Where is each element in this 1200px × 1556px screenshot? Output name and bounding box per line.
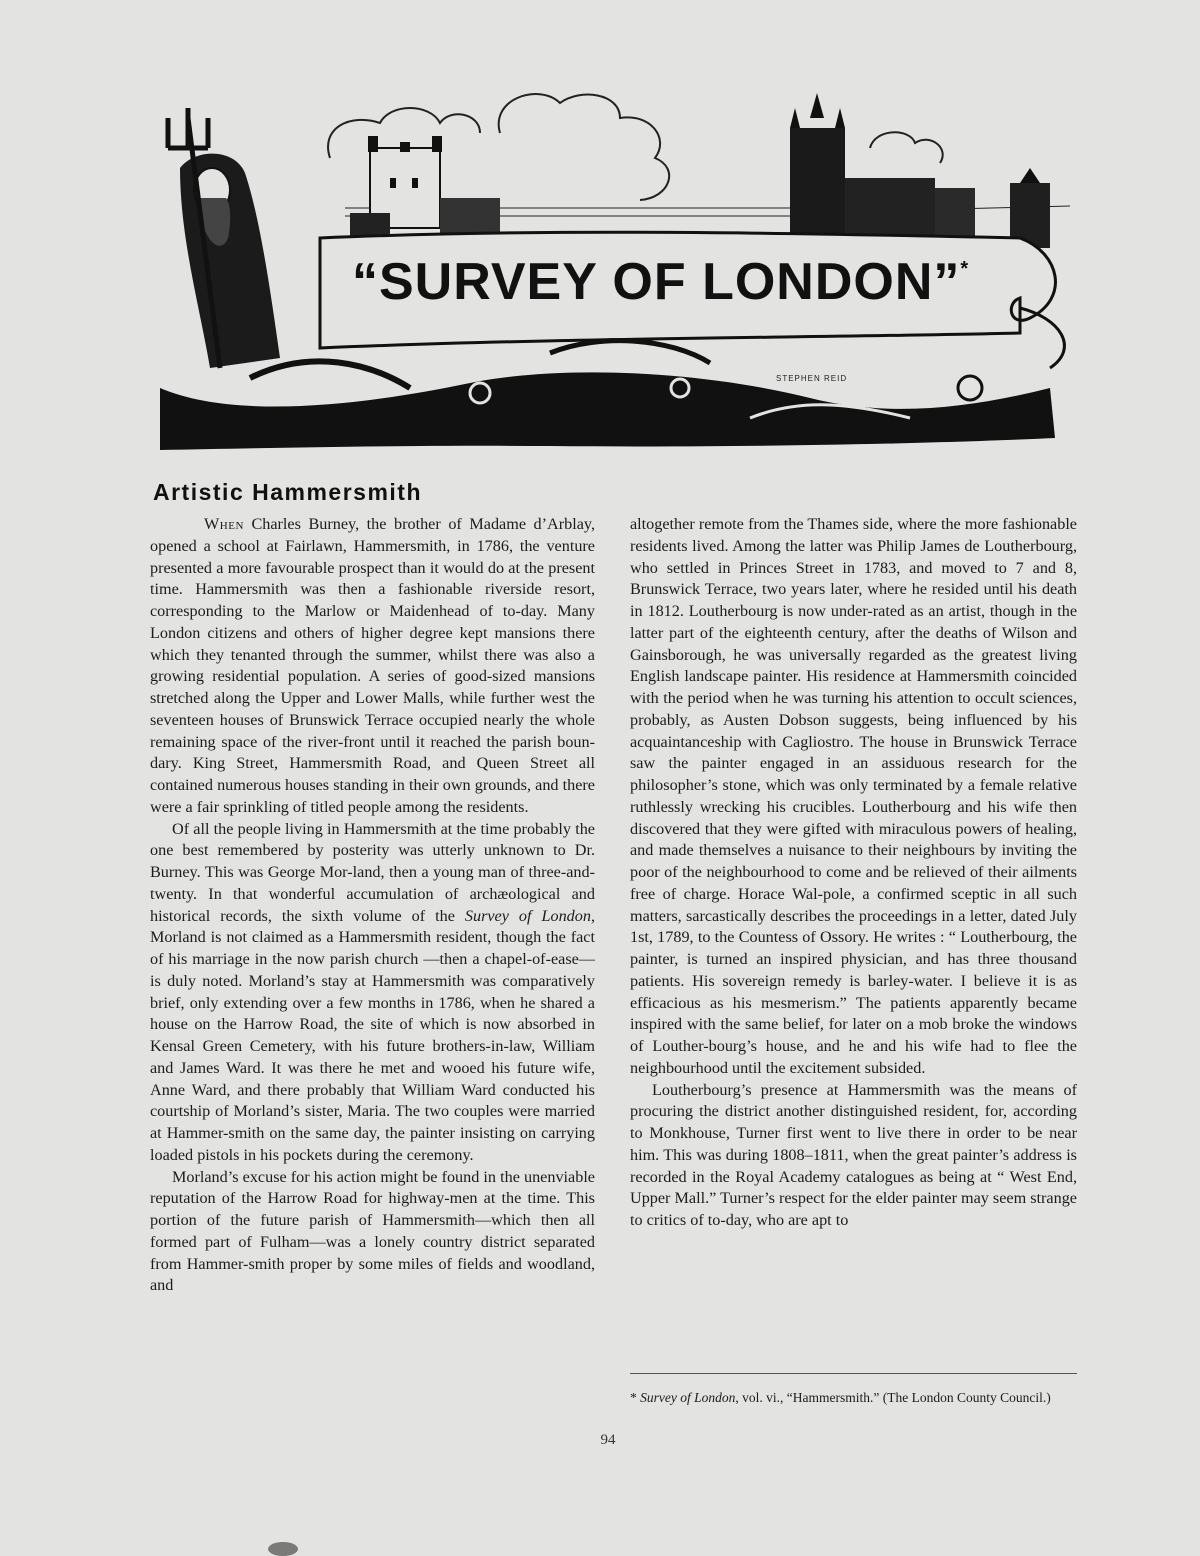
footnote-text: , vol. vi., “Hammersmith.” (The London County Council.) — [735, 1390, 1051, 1405]
paragraph-1-text: Charles Burney, the brother of Madame d’Arblay, opened a school at Fairlawn, Hammersmith, in 1786, the venture presented a more favourable prospect than it would do at the present time. Hammersmith was then a fashionable riverside resort, corresponding to the Marlow or Maidenhead of to-day. Many London citizens and others of higher degree kept mansions there which they tenanted through the summer, whilst there was also a growing residential population. A series of good-sized mansions stretched along the Upper and Lower Malls, while further west the seventeen houses of Brunswick Terrace occupied nearly the whole remaining space of the river-front until it reached the parish boun-dary. King Street, Hammersmith Road, and Queen Street all contained numerous houses standing in their own grounds, and there were a fair sprinkling of titled people among the residents. — [150, 515, 595, 816]
paragraph-5: Loutherbourg’s presence at Hammersmith was the means of procuring the district another distinguished resident, for, according to Monkhouse, Turner first went to live there in order to be near him. This was during 1808–1811, when the great painter’s address is recorded in the Royal Academy catalogues as being at “ West End, Upper Mall.” Turner’s respect for the elder painter may seem strange to critics of to-day, who are apt to — [630, 1080, 1077, 1229]
paragraph-2-text-a: Of all the people living in Hammersmith at the time probably the one best remembered by posterity was utterly unknown to Dr. Burney. This was George Mor-land, then a young man of three-and-twenty. In that wonderful accumulation of archæological and historical records, the sixth volume of the — [150, 819, 595, 925]
footnote — [630, 1389, 1077, 1406]
river-waves-drawing — [160, 341, 1055, 450]
banner-title — [352, 252, 992, 312]
right-column — [630, 514, 1077, 1232]
print-smudge — [268, 1542, 298, 1556]
artist-signature: STEPHEN REID — [776, 374, 848, 383]
section-heading: Artistic Hammersmith — [153, 479, 423, 505]
tower-of-london-drawing — [350, 136, 500, 243]
paragraph-2-text-b: , Morland is not claimed as a Hammersmith resident, though the fact of his marriage in the now parish church —then a chapel-of-ease—is duly noted. Morland’s stay at Hammersmith was comparatively brief, only extending over a few months in 1786, when he shared a house on the Harrow Road, the site of which is now absorbed in Kensal Green Cemetery, with his future brothers-in-law, William and James Ward. It was there he met and wooed his future wife, Anne Ward, and there probably that William Ward conducted his courtship of Morland’s sister, Maria. The two couples were married at Hammer-smith on the same day, the painter insisting on carrying loaded pistols in his pockets during the ceremony. — [150, 906, 595, 1164]
title-open-quote: “ — [352, 253, 379, 311]
paragraph-4: altogether remote from the Thames side, where the more fashionable residents lived. Among the latter was Philip James de Loutherbourg, who settled in Princes Street in 1783, and moved to 7 and 8, Brunswick Terrace, two years later, where he resided until his death in 1812. Loutherbourg is now under-rated as an artist, though in the latter part of the eighteenth century, after the deaths of Wilson and Gainsborough, he was universally regarded as the greatest living English landscape painter. His residence at Hammersmith coincided with the period when he was turning his attention to occult sciences, probably, as Austen Dobson suggests, being influenced by his acquaintanceship with Cagliostro. The house in Brunswick Terrace saw the painter engaged in an assiduous research for the philosopher’s stone, which was only terminated by a female relative ruthlessly wrecking his crucibles. Loutherbourg and his wife then discovered that they were gifted with miraculous powers of healing, and made themselves a nuisance to their neighbours by inviting the poor of the neighbourhood to come and be relieved of their ailments free of charge. Horace Wal-pole, a confirmed sceptic in all such matters, sarcastically describes the proceedings in a letter, dated July 1st, 1789, to the Countess of Ossory. He writes : “ Loutherbourg, the painter, is turned an inspired physician, and has three thousand patients. His sovereign remedy is barley-water. I believe it is as efficacious as his mesmerism.” The patients apparently became inspired with the same belief, for later on a mob broke the windows of Louther-bourg’s house, and he and his wife had to flee the neighbourhood until the excitement subsided. — [630, 515, 1077, 1077]
paragraph-1 — [150, 514, 595, 819]
left-column — [150, 514, 595, 1297]
footnote-divider — [630, 1373, 1077, 1374]
paragraph-2 — [150, 819, 595, 1167]
drop-lead-word: When — [204, 515, 244, 533]
footnote-italic-title: Survey of London — [640, 1390, 736, 1405]
page-number: 94 — [600, 1432, 616, 1448]
title-footnote-marker: * — [960, 258, 970, 280]
title-text: SURVEY OF LONDON — [379, 253, 934, 311]
father-thames-figure — [168, 108, 280, 368]
westminster-abbey-drawing — [790, 93, 1050, 248]
footnote-marker: * — [630, 1390, 641, 1405]
title-close-quote: ” — [933, 253, 961, 311]
paragraph-2-italic-title: Survey of London — [464, 906, 591, 925]
paragraph-3: Morland’s excuse for his action might be found in the unenviable reputation of the Harrow Road for highway-men at the time. This portion of the future parish of Hammersmith—which then all formed part of Fulham—was a lonely country district separated from Hammer-smith proper by some miles of fields and woodland, and — [150, 1167, 595, 1295]
